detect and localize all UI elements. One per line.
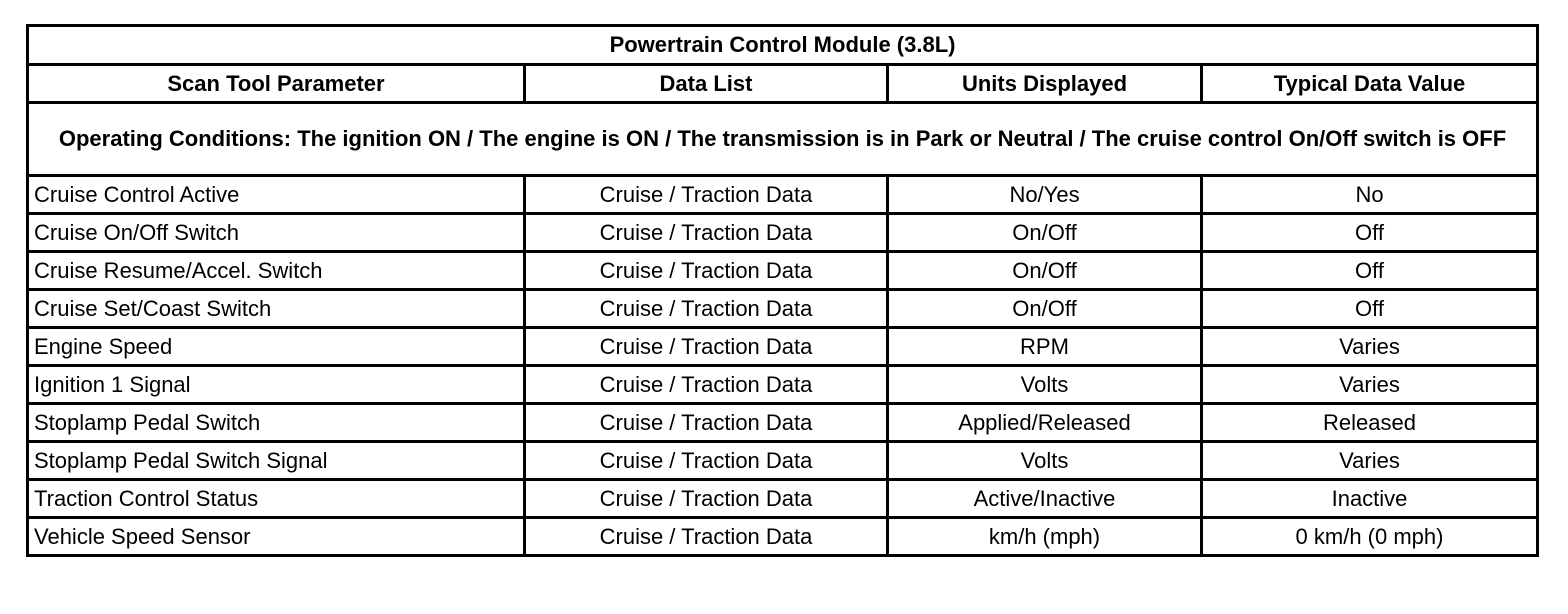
cell-parameter: Stoplamp Pedal Switch [28,404,525,442]
table-row [28,290,1538,328]
cell-parameter: Ignition 1 Signal [28,366,525,404]
cell-units: Volts [888,366,1202,404]
cell-parameter: Cruise Control Active [28,176,525,214]
cell-typical-value: Varies [1202,328,1538,366]
cell-units: Applied/Released [888,404,1202,442]
table-row [28,404,1538,442]
cell-data-list: Cruise / Traction Data [525,404,888,442]
column-header-data-list: Data List [525,65,888,103]
column-header-units: Units Displayed [888,65,1202,103]
column-header-typical-value: Typical Data Value [1202,65,1538,103]
cell-typical-value: Inactive [1202,480,1538,518]
cell-typical-value: Varies [1202,366,1538,404]
cell-parameter: Cruise Set/Coast Switch [28,290,525,328]
cell-units: Volts [888,442,1202,480]
cell-parameter: Stoplamp Pedal Switch Signal [28,442,525,480]
table-row [28,366,1538,404]
cell-typical-value: Released [1202,404,1538,442]
cell-data-list: Cruise / Traction Data [525,176,888,214]
cell-data-list: Cruise / Traction Data [525,442,888,480]
table-row [28,214,1538,252]
cell-data-list: Cruise / Traction Data [525,252,888,290]
title-row [28,26,1538,65]
cell-units: No/Yes [888,176,1202,214]
operating-conditions: Operating Conditions: The ignition ON / The engine is ON / The transmission is in Park or Neutral / The cruise control On/Off switch is OFF [28,103,1538,176]
column-header-row [28,65,1538,103]
cell-units: RPM [888,328,1202,366]
table-row [28,518,1538,556]
cell-units: km/h (mph) [888,518,1202,556]
pcm-data-table [26,24,1539,557]
cell-data-list: Cruise / Traction Data [525,518,888,556]
cell-data-list: Cruise / Traction Data [525,214,888,252]
cell-parameter: Traction Control Status [28,480,525,518]
cell-parameter: Vehicle Speed Sensor [28,518,525,556]
cell-typical-value: Varies [1202,442,1538,480]
table-row [28,176,1538,214]
table-row [28,252,1538,290]
cell-data-list: Cruise / Traction Data [525,328,888,366]
column-header-parameter: Scan Tool Parameter [28,65,525,103]
cell-parameter: Engine Speed [28,328,525,366]
cell-typical-value: Off [1202,290,1538,328]
cell-data-list: Cruise / Traction Data [525,480,888,518]
cell-typical-value: 0 km/h (0 mph) [1202,518,1538,556]
cell-units: On/Off [888,290,1202,328]
table-title: Powertrain Control Module (3.8L) [28,26,1538,65]
table-row [28,442,1538,480]
cell-parameter: Cruise Resume/Accel. Switch [28,252,525,290]
cell-data-list: Cruise / Traction Data [525,366,888,404]
cell-units: On/Off [888,252,1202,290]
table-row [28,480,1538,518]
cell-typical-value: Off [1202,252,1538,290]
table-row [28,328,1538,366]
cell-parameter: Cruise On/Off Switch [28,214,525,252]
cell-units: Active/Inactive [888,480,1202,518]
cell-data-list: Cruise / Traction Data [525,290,888,328]
table-body [28,176,1538,556]
operating-conditions-row [28,103,1538,176]
cell-units: On/Off [888,214,1202,252]
cell-typical-value: No [1202,176,1538,214]
cell-typical-value: Off [1202,214,1538,252]
